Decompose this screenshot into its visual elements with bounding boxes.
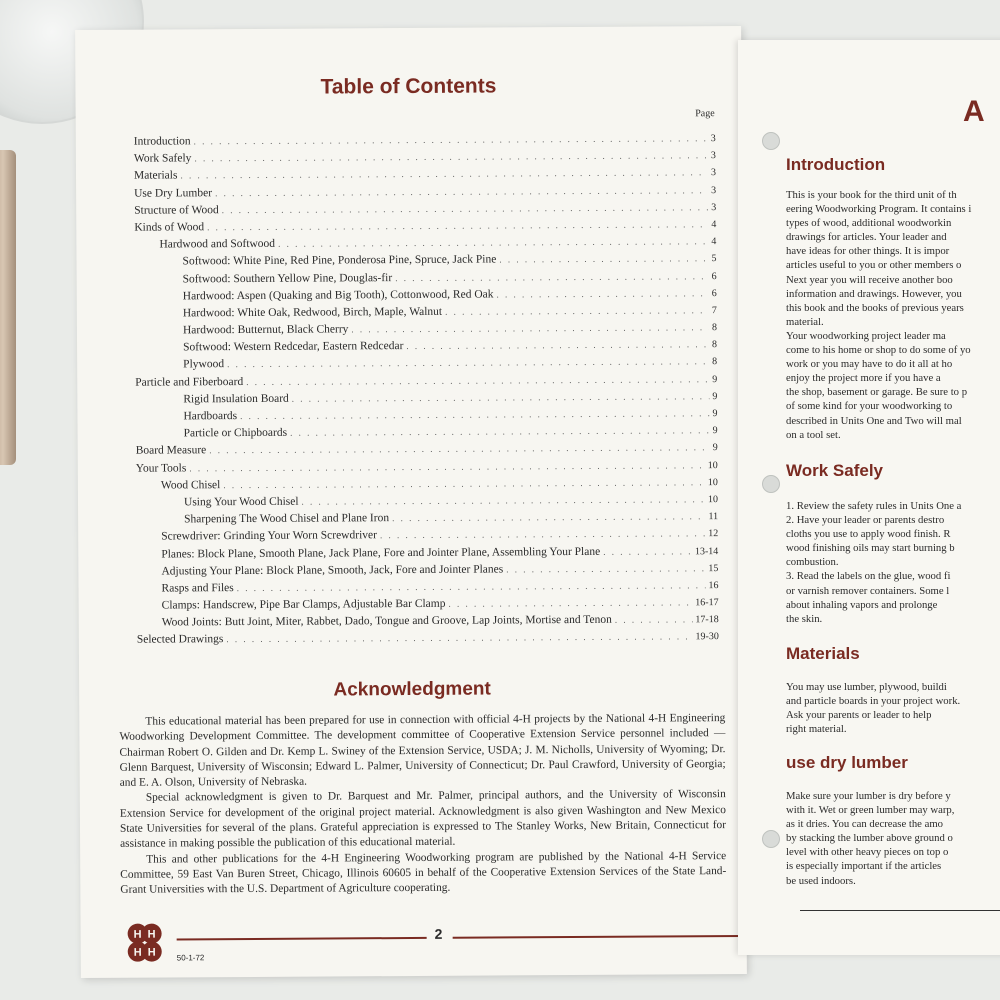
toc-leader-dots	[499, 250, 708, 268]
toc-entry-title: Your Tools	[135, 461, 187, 475]
logo-letter: H	[133, 928, 142, 941]
toc-entry-title: Softwood: Western Redcedar, Eastern Redcedar	[183, 340, 404, 354]
text-line: and particle boards in your project work.	[786, 695, 961, 708]
toc-entry-title: Softwood: Southern Yellow Pine, Douglas-fir	[182, 271, 393, 285]
toc-entry-page: 11	[708, 511, 719, 523]
text-line: cloths you use to apply wood finish. R	[786, 528, 951, 541]
toc-entry-title: Hardboards	[183, 410, 238, 423]
toc-entry-page: 8	[712, 356, 718, 368]
toc-entry-page: 4	[711, 219, 717, 231]
toc-leader-dots	[406, 336, 709, 355]
page-footer	[121, 916, 727, 963]
right-page	[738, 40, 1000, 955]
toc-entry-page: 9	[712, 408, 718, 420]
text-line: the shop, basement or garage. Be sure to p	[786, 386, 968, 399]
ack-paragraph: This and other publications for the 4-H Engineering Woodworking program are published by the National 4-H Service Committee, 59 East Van Buren Street, Chicago, Illinois 60605 in behalf of the Cooperative Extension Services of the State Land-Grant Universities with the U.S. Department of Agriculture cooperating.	[120, 849, 727, 897]
toc-entry-page: 9	[712, 390, 718, 402]
toc-entry-page: 7	[711, 305, 717, 317]
toc-entry-page: 16-17	[695, 597, 719, 609]
text-line: or varnish remover containers. Some l	[786, 584, 950, 597]
toc-leader-dots	[445, 302, 709, 321]
toc-entry-page: 8	[711, 322, 717, 334]
toc-entry-title: Work Safely	[133, 152, 192, 165]
text-line: You may use lumber, plywood, buildi	[786, 681, 947, 693]
toc-entry-title: Wood Chisel	[160, 478, 221, 492]
toc-entry-page: 10	[707, 459, 718, 471]
toc-entry-page: 3	[711, 201, 717, 213]
toc-entry-title: Selected Drawings	[136, 633, 224, 647]
4h-clover-logo	[121, 919, 169, 967]
text-line: drawings for articles. Your leader and	[786, 231, 947, 244]
text-line: come to his home or shop to do some of yo	[786, 344, 971, 357]
text-line: This is your book for the third unit of th	[786, 189, 957, 201]
binder-hole	[762, 830, 780, 848]
text-line: this book and the books of previous years	[786, 301, 964, 314]
toc-entry-title: Screwdriver: Grinding Your Worn Screwdriver	[161, 529, 377, 543]
toc-entry-page: 16	[708, 579, 719, 592]
toc-entry-page: 17-18	[695, 614, 719, 626]
toc-entry-title: Rigid Insulation Board	[183, 392, 289, 406]
section-heading-introduction: Introduction	[786, 155, 886, 174]
section-heading-materials: Materials	[786, 644, 860, 663]
acknowledgment-text	[119, 711, 726, 898]
text-line: wood finishing oils may start burning b	[786, 542, 955, 555]
text-line: 3. Read the labels on the glue, wood fi	[786, 570, 951, 583]
section-text-work-safely	[786, 499, 1000, 626]
text-line: the skin.	[786, 612, 823, 625]
section-text-use-dry-lumber	[786, 789, 1000, 888]
toc-entry-title: Using Your Wood Chisel	[183, 495, 299, 509]
toc-entry-title: Particle and Fiberboard	[135, 375, 244, 389]
text-line: by stacking the lumber above ground o	[786, 832, 953, 845]
toc-entry-title: Adjusting Your Plane: Block Plane, Smooth, Jack, Fore and Jointer Planes	[161, 563, 504, 578]
toc-entry-page: 10	[707, 476, 718, 488]
toc-entry-title: Use Dry Lumber	[134, 186, 213, 200]
toc-entry-page: 15	[708, 562, 719, 574]
toc-entry-title: Softwood: White Pine, Red Pine, Ponderosa Pine, Spruce, Jack Pine	[182, 253, 497, 268]
logo-letter: H	[147, 928, 156, 941]
section-heading-use-dry-lumber: use dry lumber	[786, 753, 908, 772]
toc-leader-dots	[351, 319, 709, 338]
text-line: types of wood, additional woodworkin	[786, 217, 952, 230]
toc-entry-title: Materials	[133, 169, 178, 183]
text-line: with it. Wet or green lumber may warp,	[786, 804, 955, 817]
toc-entry-title: Hardwood: Butternut, Black Cherry	[182, 323, 349, 337]
toc-entry-title: Rasps and Files	[161, 581, 234, 595]
toc-title: Table of Contents	[320, 74, 497, 99]
text-line: is especially important if the articles	[786, 860, 942, 873]
toc-leader-dots	[448, 594, 692, 612]
toc-entry-page: 3	[710, 133, 716, 145]
text-line: work or you may have to do it all at ho	[786, 358, 953, 371]
section-text-materials	[786, 680, 1000, 736]
toc-entry-title: Structure of Wood	[134, 203, 219, 217]
text-line: Next year you will receive another boo	[786, 273, 953, 286]
ack-paragraph: Special acknowledgment is given to Dr. Barquest and Mr. Palmer, principal authors, and the University of Wisconsin Extension Service for development of the original project material. Acknowledgment is also given Washington and New Mexico State Universities for several of the plans. Grateful appreciation is expressed to The Stanley Works, New Britain, Connecticut for assistance in making possible the publication of this educational material.	[119, 788, 727, 851]
text-line: on a tool set.	[786, 428, 841, 441]
toc-entry-title: Plywood	[183, 358, 225, 371]
toc-leader-dots	[392, 508, 705, 527]
binder-hole	[762, 475, 780, 493]
wooden-spoon	[0, 150, 16, 465]
text-line: described in Units One and Two will mal	[786, 414, 962, 427]
toc-entry-page: 10	[707, 494, 719, 506]
toc-entry-page: 9	[712, 425, 718, 437]
toc-entry-title: Sharpening The Wood Chisel and Plane Iron	[184, 512, 390, 526]
toc-entry-title: Hardwood and Softwood	[159, 237, 276, 251]
toc-entry-title: Clamps: Handscrew, Pipe Bar Clamps, Adjustable Bar Clamp	[161, 597, 446, 612]
footer-rule-left	[177, 937, 427, 941]
text-line: 2. Have your leader or parents destro	[786, 514, 945, 527]
text-line: level with other heavy pieces on top o	[786, 846, 949, 859]
toc-entry-title: Planes: Block Plane, Smooth Plane, Jack Plane, Fore and Jointer Plane, Assembling Your Plane	[161, 545, 601, 561]
toc-entry-page: 13-14	[694, 545, 719, 557]
text-line: of some kind for your woodworking to	[786, 400, 953, 413]
toc-entry-page: 3	[710, 150, 716, 162]
text-line: information and drawings. However, you	[786, 287, 962, 300]
toc-entry-page: 6	[711, 270, 717, 282]
section-rule	[800, 910, 1000, 911]
toc-entry-page: 12	[708, 528, 719, 540]
toc-entry	[137, 629, 719, 650]
toc-entry-page: 4	[711, 236, 717, 248]
text-line: material.	[786, 315, 824, 328]
toc-entry-page: 5	[711, 253, 717, 265]
text-line: eering Woodworking Program. It contains i	[786, 203, 972, 216]
logo-letter: H	[133, 946, 142, 959]
toc-page-label: Page	[695, 108, 715, 120]
text-line: articles useful to you or other members o	[786, 259, 962, 272]
text-line: enjoy the project more if you have a	[786, 372, 941, 385]
text-line: have ideas for other things. It is impor	[786, 245, 950, 258]
table-of-contents	[134, 130, 719, 649]
acknowledgment-title: Acknowledgment	[333, 678, 491, 701]
toc-leader-dots	[603, 543, 692, 561]
toc-leader-dots	[380, 526, 705, 545]
toc-entry-page: 9	[712, 373, 718, 385]
text-line: Make sure your lumber is dry before y	[786, 790, 951, 802]
toc-leader-dots	[395, 268, 709, 287]
toc-leader-dots	[496, 285, 708, 303]
section-text-introduction	[786, 188, 1000, 442]
page-number: 2	[434, 925, 443, 942]
right-page-title-letter: A	[963, 95, 985, 128]
text-line: Your woodworking project leader ma	[786, 329, 946, 342]
toc-entry-title: Kinds of Wood	[134, 221, 205, 234]
toc-entry-page: 8	[712, 339, 718, 351]
toc-leader-dots	[301, 491, 705, 510]
toc-entry-title: Hardwood: Aspen (Quaking and Big Tooth), Cottonwood, Red Oak	[182, 288, 494, 303]
toc-entry-page: 3	[711, 184, 717, 196]
toc-entry-page: 9	[712, 442, 718, 454]
text-line: about inhaling vapors and prolonge	[786, 598, 938, 611]
text-line: be used indoors.	[786, 874, 856, 887]
text-line: combustion.	[786, 556, 839, 569]
toc-entry-page: 19-30	[695, 631, 719, 643]
toc-entry-page: 3	[710, 167, 717, 179]
section-heading-work-safely: Work Safely	[786, 461, 884, 480]
ack-paragraph: This educational material has been prepared for use in connection with official 4-H projects by the National 4-H Engineering Woodworking Development Committee. The development committee of Cooperative Extension Service personnel included — Chairman Robert O. Gilden and Dr. Kemp L. Swiney of the Extension Service, USDA; J. M. Nicholls, University of Wyoming; Dr. Glenn Barquest, University of Wisconsin; Edward L. Palmer, University of Connecticut; Dr. Paul Crawford, University of Georgia; and E. A. Olson, University of Nebraska.	[119, 712, 726, 789]
binder-hole	[762, 132, 780, 150]
text-line: as it dries. You can decrease the amo	[786, 818, 943, 831]
left-page	[75, 26, 747, 978]
toc-entry-page: 6	[711, 287, 717, 299]
toc-leader-dots	[615, 612, 693, 629]
toc-entry-title: Wood Joints: Butt Joint, Miter, Rabbet, Dado, Tongue and Groove, Lap Joints, Mortise and Tenon	[161, 614, 612, 629]
toc-leader-dots	[226, 629, 692, 649]
footer-rule-right	[453, 935, 743, 939]
text-line: Ask your parents or leader to help	[786, 709, 932, 722]
text-line: right material.	[786, 723, 847, 736]
toc-entry-title: Particle or Chipboards	[183, 426, 288, 440]
toc-entry-title: Board Measure	[135, 444, 207, 458]
toc-leader-dots	[506, 560, 705, 578]
logo-letter: H	[147, 946, 156, 959]
toc-entry-title: Introduction	[133, 135, 191, 148]
footer-code: 50-1-72	[176, 953, 205, 963]
toc-entry-title: Hardwood: White Oak, Redwood, Birch, Maple, Walnut	[182, 305, 443, 320]
text-line: 1. Review the safety rules in Units One a	[786, 500, 962, 512]
